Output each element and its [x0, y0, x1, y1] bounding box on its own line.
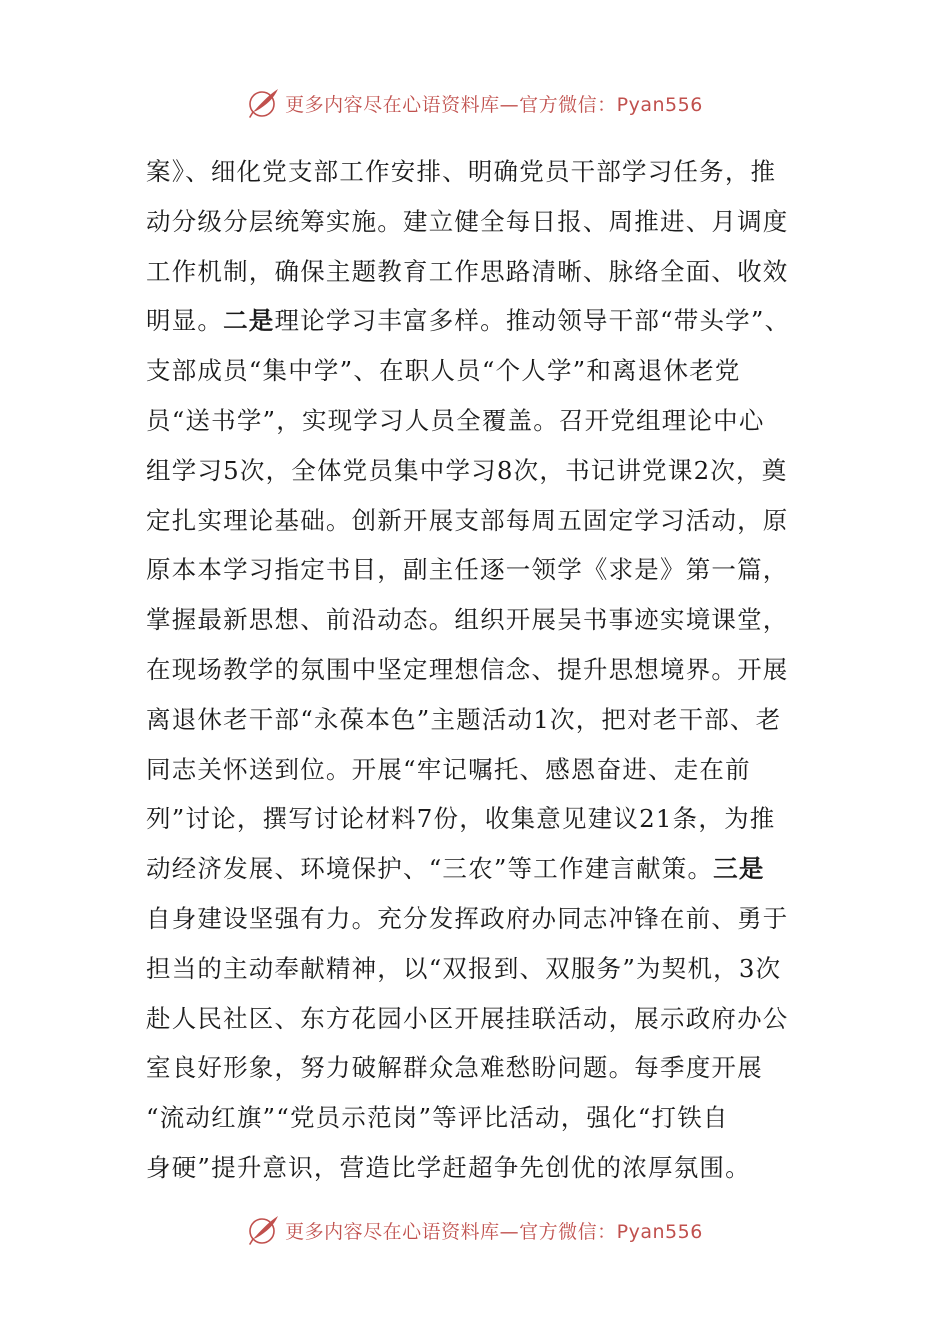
text-segment: 同志关怀送到位。开展“牢记嘱托、感恩奋进、走在前 — [146, 754, 751, 784]
bold-marker: 三是 — [713, 854, 765, 884]
text-segment: 担当的主动奉献精神，以“双报到、双服务”为契机，3次 — [146, 953, 782, 983]
text-segment: 案》、细化党支部工作安排、明确党员干部学习任务，推 — [146, 157, 777, 186]
watermark-text: 更多内容尽在心语资料库—官方微信：Pyan556 — [285, 1220, 703, 1243]
bold-marker: 二是 — [223, 306, 275, 336]
text-line — [146, 1093, 816, 1143]
text-segment: 赴人民社区、东方花园小区开展挂联活动，展示政府办公 — [146, 1003, 789, 1033]
text-line — [146, 247, 816, 297]
watermark-text: 更多内容尽在心语资料库—官方微信：Pyan556 — [285, 93, 703, 116]
text-segment: 明显。 — [146, 306, 224, 336]
text-segment: 原本本学习指定书目，副主任逐一领学《求是》第一篇， — [146, 555, 789, 585]
text-line — [146, 496, 816, 546]
text-line — [146, 346, 816, 396]
text-segment: 身硬”提升意识，营造比学赶超争先创优的浓厚氛围。 — [146, 1152, 751, 1182]
text-line — [146, 944, 816, 994]
text-line — [146, 197, 816, 247]
text-segment: 列”讨论，撰写讨论材料7份，收集意见建议21条，为推 — [146, 804, 776, 834]
text-line — [146, 595, 816, 645]
text-segment: 员“送书学”，实现学习人员全覆盖。召开党组理论中心 — [146, 405, 765, 435]
text-line — [146, 794, 816, 844]
quill-pen-logo-icon — [247, 1213, 281, 1247]
text-line — [146, 147, 816, 197]
text-line — [146, 695, 816, 745]
quill-pen-logo-icon — [247, 86, 281, 120]
text-line — [146, 545, 816, 595]
document-body — [146, 147, 816, 1193]
text-segment: “流动红旗”“党员示范岗”等评比活动，强化“打铁自 — [146, 1103, 729, 1133]
text-segment: 室良好形象，努力破解群众急难愁盼问题。每季度开展 — [146, 1053, 763, 1083]
text-line — [146, 1043, 816, 1093]
text-line — [146, 1143, 816, 1193]
text-segment: 支部成员“集中学”、在职人员“个人学”和离退休老党 — [146, 356, 741, 386]
text-line — [146, 296, 816, 346]
footer-watermark — [0, 1210, 950, 1250]
text-segment: 在现场教学的氛围中坚定理想信念、提升思想境界。开展 — [146, 654, 789, 684]
text-segment: 自身建设坚强有力。充分发挥政府办同志冲锋在前、勇于 — [146, 903, 789, 933]
text-line — [146, 745, 816, 795]
text-segment: 离退休老干部“永葆本色”主题活动1次，把对老干部、老 — [146, 704, 782, 734]
text-line — [146, 894, 816, 944]
text-segment: 组学习5次，全体党员集中学习8次，书记讲党课2次，奠 — [146, 455, 788, 485]
text-segment: 动分级分层统筹实施。建立健全每日报、周推进、月调度 — [146, 206, 789, 236]
header-watermark — [0, 83, 950, 123]
text-line — [146, 994, 816, 1044]
text-segment: 掌握最新思想、前沿动态。组织开展吴书事迹实境课堂， — [146, 605, 789, 635]
text-segment: 理论学习丰富多样。推动领导干部“带头学”、 — [274, 306, 791, 336]
text-segment: 定扎实理论基础。创新开展支部每周五固定学习活动，原 — [146, 505, 789, 535]
text-segment: 动经济发展、环境保护、“三农”等工作建言献策。 — [146, 854, 714, 884]
text-line — [146, 844, 816, 894]
text-line — [146, 645, 816, 695]
text-segment: 工作机制，确保主题教育工作思路清晰、脉络全面、收效 — [146, 256, 789, 286]
text-line — [146, 396, 816, 446]
text-line — [146, 446, 816, 496]
